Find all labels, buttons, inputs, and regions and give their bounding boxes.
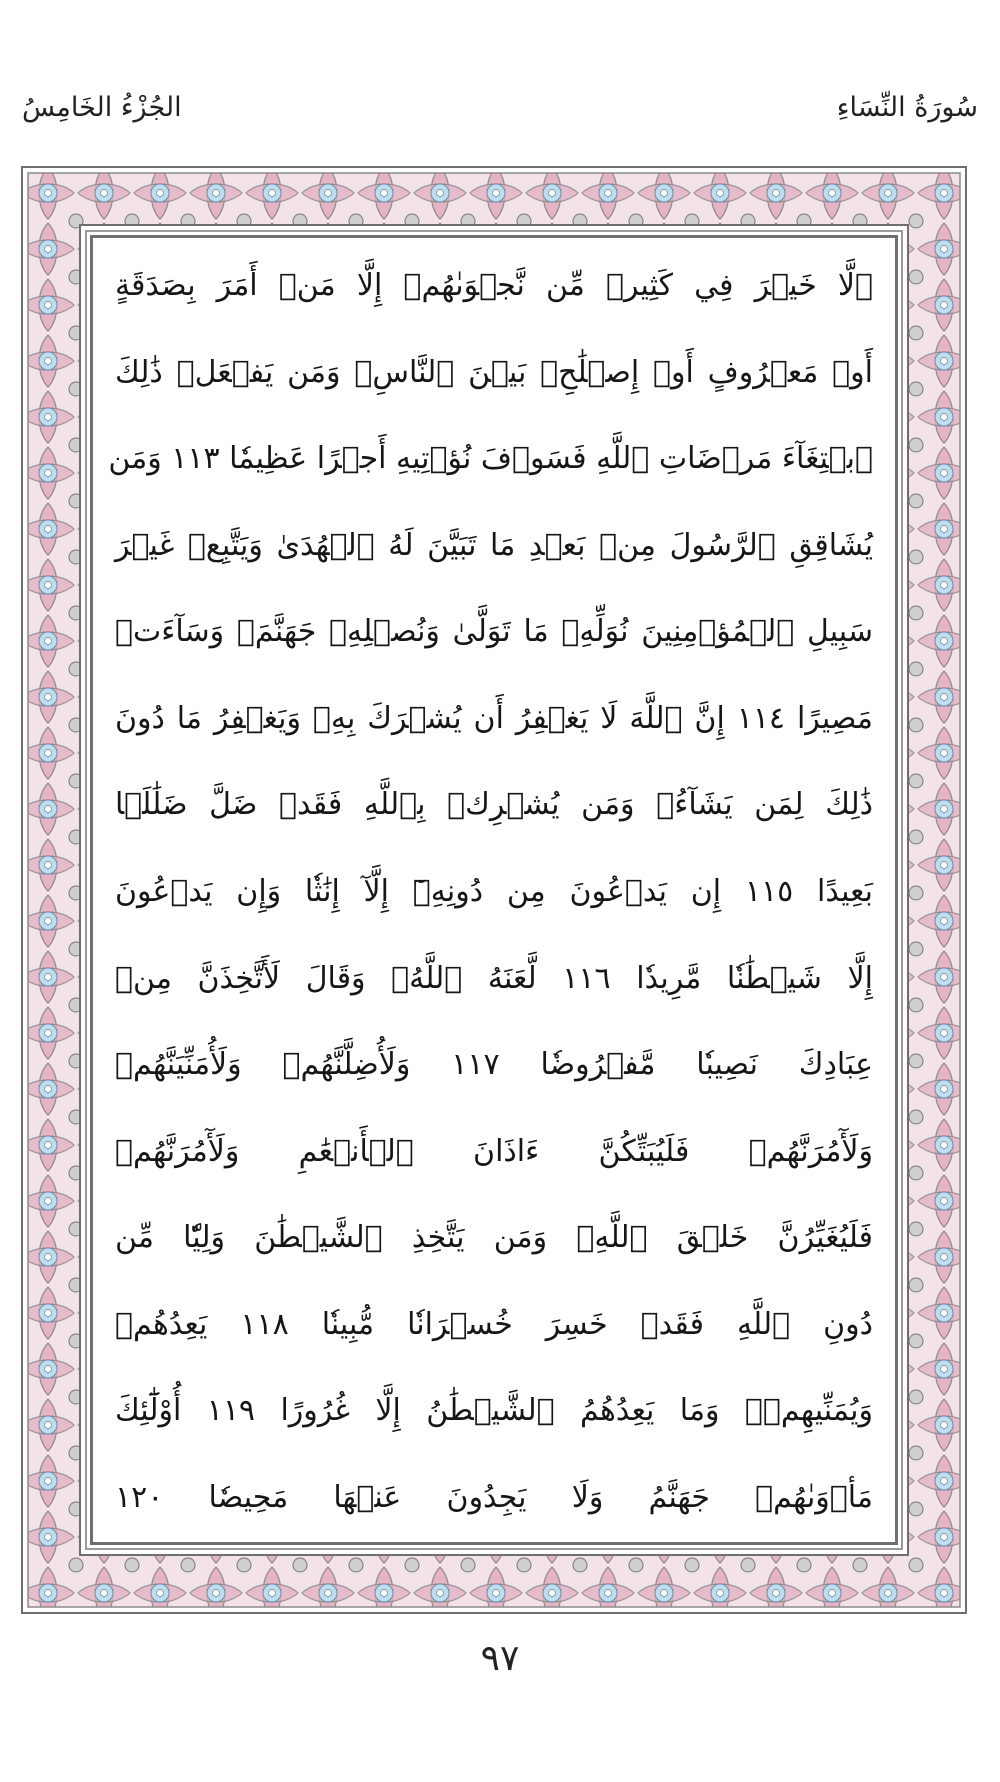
verse-line: فَلَيُغَيِّرُنَّ خَلۡقَ ٱللَّهِۚ وَمَن يَتَّخِذِ ٱلشَّيۡطَٰنَ وَلِيّٗا مِّن — [115, 1220, 873, 1256]
verse-line: إِلَّا شَيۡطَٰنٗا مَّرِيدٗا ١١٦ لَّعَنَهُ ٱللَّهُۘ وَقَالَ لَأَتَّخِذَنَّ مِنۡ — [115, 960, 873, 996]
verse-line: عِبَادِكَ نَصِيبٗا مَّفۡرُوضٗا ١١٧ وَلَأُضِلَّنَّهُمۡ وَلَأُمَنِّيَنَّهُمۡ — [115, 1047, 873, 1083]
ornamental-frame — [20, 165, 968, 1615]
verse-line: يُشَاقِقِ ٱلرَّسُولَ مِنۢ بَعۡدِ مَا تَبَيَّنَ لَهُ ٱلۡهُدَىٰ وَيَتَّبِعۡ غَيۡرَ — [115, 527, 873, 563]
header-juz: الجُزْءُ الخَامِسُ — [22, 92, 182, 123]
verse-lines — [108, 256, 873, 1528]
header-surah: سُورَةُ النِّسَاءِ — [836, 92, 978, 123]
verse-line: دُونِ ٱللَّهِ فَقَدۡ خَسِرَ خُسۡرَانٗا مُّبِينٗا ١١٨ يَعِدُهُمۡ — [115, 1306, 873, 1342]
page-number: ٩٧ — [480, 1638, 520, 1679]
verse-line: أَوۡ مَعۡرُوفٍ أَوۡ إِصۡلَٰحِۭ بَيۡنَ ٱلنَّاسِۚ وَمَن يَفۡعَلۡ ذَٰلِكَ — [115, 354, 873, 390]
verse-line: بَعِيدًا ١١٥ إِن يَدۡعُونَ مِن دُونِهِۦٓ إِلَّآ إِنَٰثٗا وَإِن يَدۡعُونَ — [115, 873, 873, 909]
verse-line: ۞لَّا خَيۡرَ فِي كَثِيرٖ مِّن نَّجۡوَىٰهُمۡ إِلَّا مَنۡ أَمَرَ بِصَدَقَةٍ — [115, 268, 873, 303]
verse-line: مَصِيرًا ١١٤ إِنَّ ٱللَّهَ لَا يَغۡفِرُ أَن يُشۡرَكَ بِهِۦ وَيَغۡفِرُ مَا دُونَ — [115, 700, 873, 736]
verse-line: ذَٰلِكَ لِمَن يَشَآءُۚ وَمَن يُشۡرِكۡ بِٱللَّهِ فَقَدۡ ضَلَّ ضَلَٰلَۢا — [115, 787, 873, 823]
text-panel — [90, 235, 898, 1545]
verse-line: سَبِيلِ ٱلۡمُؤۡمِنِينَ نُوَلِّهِۦ مَا تَوَلَّىٰ وَنُصۡلِهِۦ جَهَنَّمَۖ وَسَآءَتۡ — [115, 614, 873, 650]
verse-line: وَيُمَنِّيهِمۡۖ وَمَا يَعِدُهُمُ ٱلشَّيۡطَٰنُ إِلَّا غُرُورًا ١١٩ أُوْلَٰٓئِكَ — [115, 1393, 873, 1429]
verse-line: ٱبۡتِغَآءَ مَرۡضَاتِ ٱللَّهِ فَسَوۡفَ نُؤۡتِيهِ أَجۡرًا عَظِيمٗا ١١٣ وَمَن — [108, 441, 873, 477]
verse-line: وَلَأٓمُرَنَّهُمۡ فَلَيُبَتِّكُنَّ ءَاذَانَ ٱلۡأَنۡعَٰمِ وَلَأٓمُرَنَّهُمۡ — [115, 1133, 873, 1169]
verse-line: مَأۡوَىٰهُمۡ جَهَنَّمُ وَلَا يَجِدُونَ عَنۡهَا مَحِيصٗا ١٢٠ — [115, 1479, 873, 1515]
